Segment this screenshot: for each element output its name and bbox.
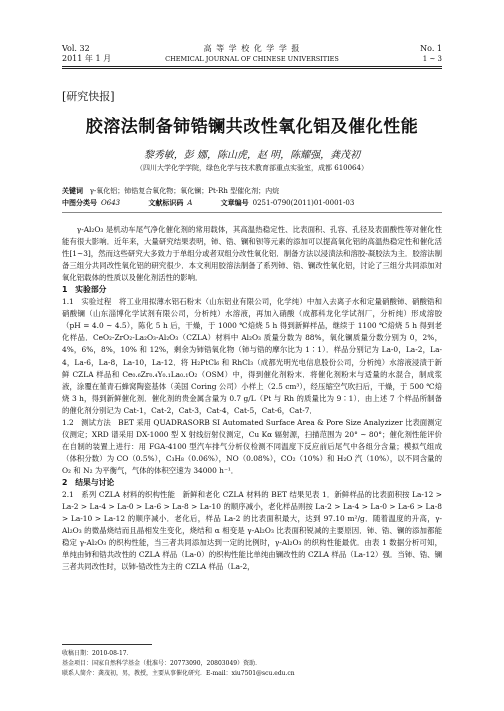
header-journal	[130, 44, 374, 64]
header-rule-top	[62, 66, 442, 67]
keywords-line	[62, 186, 442, 196]
clc-group	[62, 199, 120, 207]
section-1-2-heading: 1.2 测试方法	[62, 417, 111, 427]
footnote-received: 收稿日期：2010-08-17．	[62, 650, 133, 657]
code-value: A	[187, 199, 193, 207]
id-value: 0251-0790(2011)01-0001-03	[252, 199, 355, 207]
paper-affiliation: （四川大学化学学院，绿色化学与技术教育部重点实验室，成都 610064）	[136, 164, 368, 172]
footnote-contact: 联系人简介：龚茂初，男，教授，主要从事催化研究．E-mail：xiu7501@scu.edu.cn	[62, 670, 295, 677]
issue-number: No. 1	[420, 44, 442, 53]
section-tag: [研究快报]	[62, 90, 115, 103]
footnote-fund: 基金项目：国家自然科学基金（批准号：20773090，20803049）资助．	[62, 660, 262, 667]
header-number	[420, 44, 442, 64]
section-1-1-text: 将工业用拟薄水铝石粉末（山东铝业有限公司，化学纯）中加入去离子水和定量硝酸铈、硝酸锆和硝酸镧（山东淄博化学试剂有限公司，分析纯）水溶液，再加入硝酸（成都科龙化学试剂厂，分析纯）形成溶胶（pH = 4.0 ~ 4.5），陈化 5 h 后，干燥，于 1000 ℃焙烧 5 h 得到新鲜样品，继续于 1100 ℃焙烧 5 h 得到老化样品．CeO₂-ZrO₂-La₂O₃-Al₂O₃（CZLA）材料中 Al₂O₃ 质量分数为 88%，氧化镧质量分数分别为 0，2%，4%，6%，8%，10% 和 12%，剩余为铈锆氧化物（铈与锆的摩尔比为 1∶1）．样品分别记为 La-0，La-2，La-4，La-6，La-8，La-10，La-12．将 H₂PtCl₆ 和 RhCl₃（成都光明光电信息股份公司，分析纯）水溶液浸渍于新鲜 CZLA 样品和 Ce₀.₆Zr₀.₄Y₀.₁La₀.₁O₂（OSM）中，得到催化剂粉末．将催化剂粉末与适量的水混合，制成浆液，涂覆在堇青石蜂窝陶瓷基体（美国 Coring 公司）小样上（2.5 cm³），经压缩空气吹扫后，干燥，于 500 ℃焙烧 3 h，得到新鲜催化剂．催化剂的贵金属含量为 0.7 g/L（Pt 与 Rh 的质量比为 9∶1）．由上述 7 个样品所制备的催化剂分别记为 Cat-1，Cat-2，Cat-3，Cat-4，Cat-5，Cat-6，Cat-7．	[62, 297, 442, 415]
section-2-heading: 2 结果与讨论	[62, 477, 115, 487]
issue-date: 2011 年 1 月	[62, 54, 112, 63]
section-2-1-heading: 2.1 系列 CZLA 材料的织构性能	[62, 490, 176, 500]
code-label: 文献标识码	[148, 198, 184, 207]
section-2-1-text: 新鲜和老化 CZLA 材料的 BET 结果见表 1．新鲜样品的比表面积按 La-12 > La-2 > La-4 > La-0 > La-6 > La-8 > La-10 的顺序减小，老化样品则按 La-2 > La-4 > La-0 > La-6 > La-8 > La-10 > La-12 的顺序减小．老化后，样品 La-2 的比表面积最大，达到 97.10 m²/g．随着温度的升高，γ-Al₂O₃ 的微晶烧结而且晶相发生变化，烧结和 α 相变是 γ-Al₂O₃ 比表面积锐减的主要原因．铈、锆、镧的添加都能稳定 γ-Al₂O₃ 的织构性能，当三者共同添加达到一定的比例时，γ-Al₂O₃ 的织构性能最优．由表 1 数据分析可知，单纯由铈和锆共改性的 CZLA 样品（La-0）的织构性能比单纯由镧改性的 CZLA 样品（La-12）强．当铈、锆、镧三者共同改性时，以铈-锆改性为主的 CZLA 样品（La-2，	[62, 490, 442, 572]
page-range: 1 ~ 3	[422, 55, 442, 63]
id-label: 文章编号	[220, 198, 249, 207]
section-1-heading: 1 实验部分	[62, 285, 107, 295]
section-1-2-text: BET 采用 QUADRASORB SI Automated Surface Area & Pore Size Analyzizer 比表面测定仪测定；XRD 谱采用 DX-1000 型 X 射线衍射仪测定，Cu Kα 辐射源，扫描范围为 20° ~ 80°；催化剂性能评价在自制的装置上进行：用 FGA-4100 型汽车排气分析仪检测不同温度下反应前后尾气中各组分含量；模拟气组成（体积分数）为 CO（0.5%），C₃H₈（0.06%），NO（0.08%），CO₂（10%）和 H₂O 汽（10%），以不同含量的 O₂ 和 N₂ 为平衡气，气体的体积空速为 34000 h⁻¹．	[62, 417, 442, 475]
clc-value: O643	[101, 199, 121, 207]
clc-label: 中图分类号	[62, 198, 97, 207]
code-group	[148, 199, 192, 207]
footnote	[62, 649, 442, 679]
header-volume	[62, 44, 111, 64]
paper-authors: 黎秀敏，彭 娜，陈山虎，赵 明，陈耀强，龚茂初	[143, 150, 361, 161]
id-group	[221, 199, 381, 207]
section-1-1-heading: 1.1 实验过程	[62, 297, 112, 307]
classification-line	[62, 198, 442, 208]
header-rule-bottom	[62, 68, 442, 69]
keywords-label: 关键词	[62, 186, 83, 195]
paper-title: 胶溶法制备铈锆镧共改性氧化铝及催化性能	[85, 117, 419, 137]
journal-name-en: CHEMICAL JOURNAL OF CHINESE UNIVERSITIES	[165, 55, 339, 63]
footnote-rule	[62, 644, 152, 645]
keywords-text: γ-氧化铝；铈锆复合氧化物；氧化镧；Pt-Rh 型催化剂；内烷	[89, 187, 280, 195]
journal-name-cn: 高 等 学 校 化 学 学 报	[203, 44, 301, 53]
paper-body	[62, 224, 442, 573]
volume-label: Vol. 32	[62, 44, 90, 53]
intro-paragraph: γ-Al₂O₃ 是机动车尾气净化催化剂的常用载体，其高温热稳定性、比表面积、孔容、孔径及表面酸性等对催化性能有很大影响．近年来，大量研究结果表明，铈、锆、镧和钡等元素的添加可以提高氧化铝的高温热稳定性和催化活性[1~3]，然而这些研究大多致力于单组分或者双组分改性氧化铝．制备方法以浸渍法和溶胶-凝胶法为主．胶溶法制备三组分共同改性氧化铝的研究很少．本文利用胶溶法制备了系列铈、锆、镧改性氧化铝，讨论了三组分共同添加对氧化铝载体的性质以及催化剂活性的影响．	[62, 225, 442, 283]
meta-rule	[62, 212, 442, 213]
